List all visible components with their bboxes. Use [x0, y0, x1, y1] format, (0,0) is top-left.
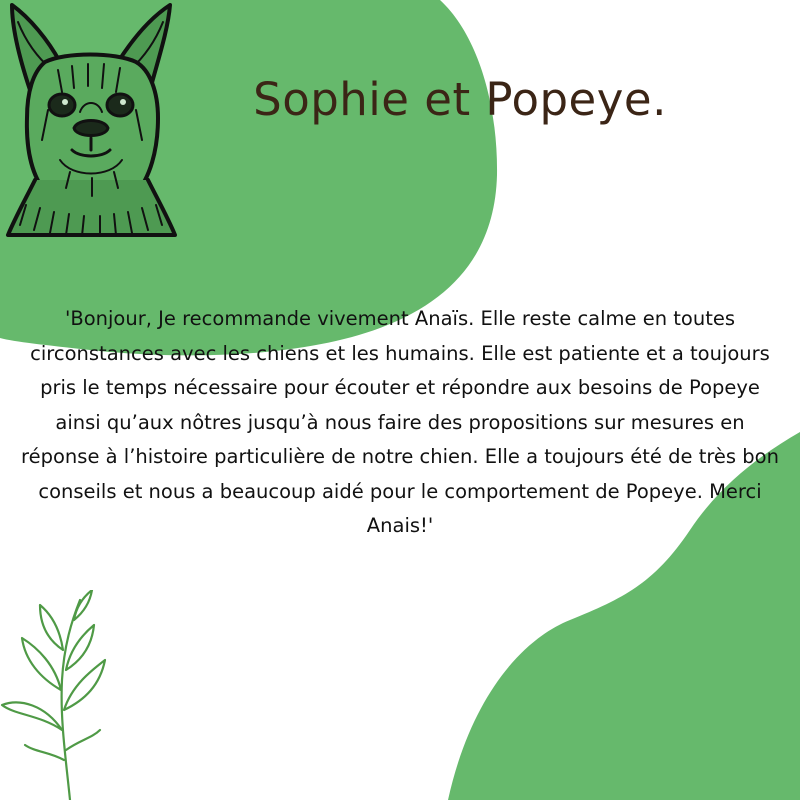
leaf-branch-illustration [0, 590, 120, 800]
dog-illustration [0, 0, 185, 245]
page-title: Sophie et Popeye. [253, 73, 667, 126]
testimonial-text: 'Bonjour, Je recommande vivement Anaïs. Elle reste calme en toutes circonstances avec les chiens et les humains. Elle est patiente et a toujours pris le temps nécessaire pour écouter et répondre aux besoins de Popeye ainsi qu’aux nôtres jusqu’à nous faire des propositions sur mesures en réponse à l’histoire particulière de notre chien. Elle a toujours été de très bon conseils et nous a beaucoup aidé pour le comportement de Popeye. Merci Anais!' [21, 307, 779, 537]
